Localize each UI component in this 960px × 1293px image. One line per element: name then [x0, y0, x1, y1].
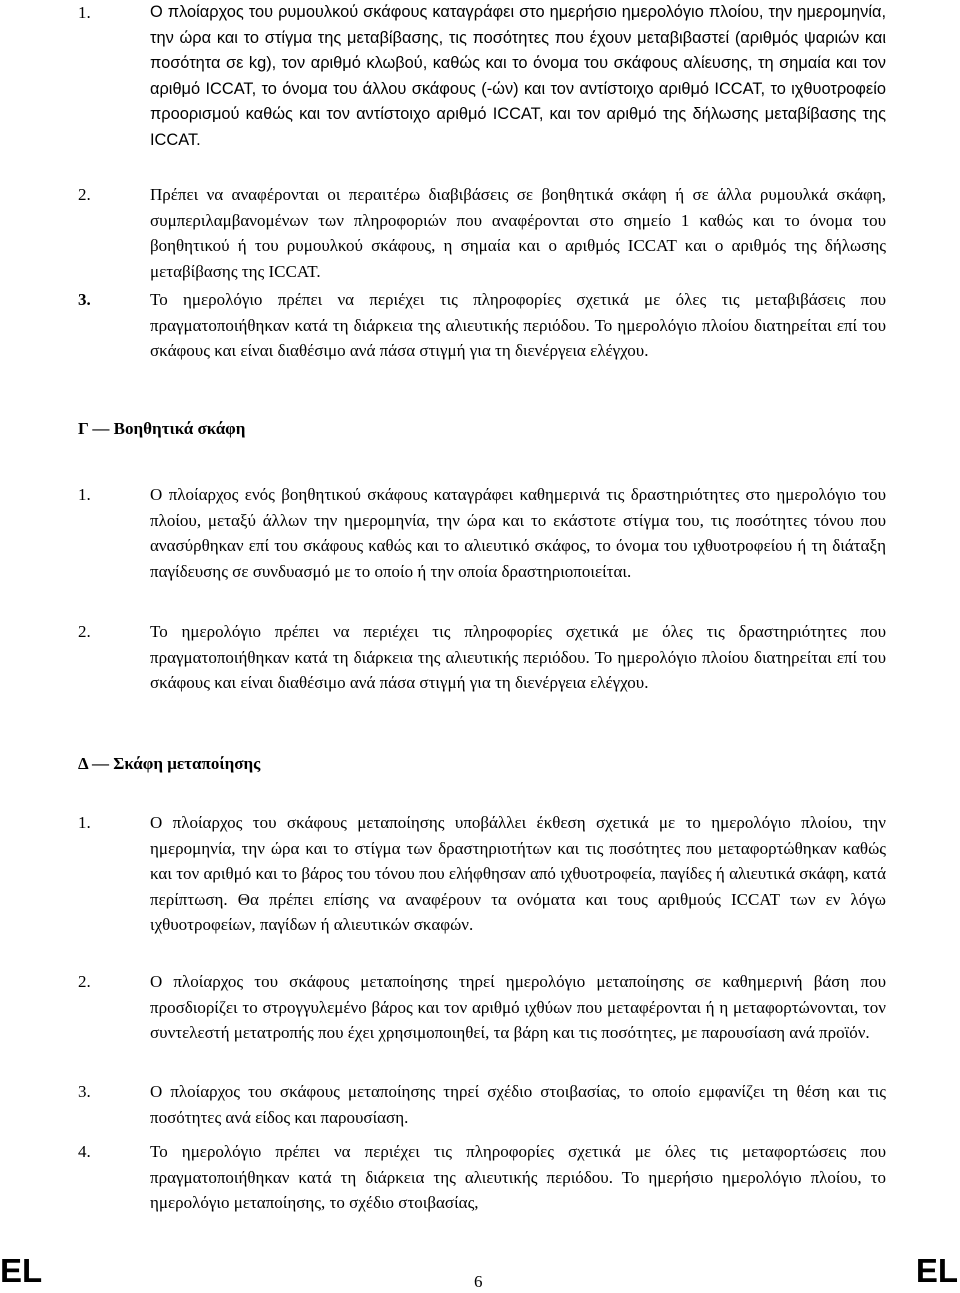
item-number: 4.: [78, 1142, 91, 1161]
item-number: 1.: [78, 3, 91, 22]
item-text: Ο πλοίαρχος του σκάφους μεταποίησης υποβάλλει έκθεση σχετικά με το ημερολόγιο πλοίου, την ημερομηνία, την ώρα και το στίγμα των δραστηριοτήτων και τις ποσότητες που μεταφορτώθηκαν καθώς και τον αριθμό και το βάρος του τόνου που ελήφθησαν από ιχθυοτροφεία, παγίδες ή αλιευτικά σκάφη, κατά περίπτωση. Θα πρέπει επίσης να αναφέρουν τα ονόματα και τους αριθμούς ICCAT των εν λόγω ιχθυοτροφείων, παγίδων ή αλιευτικών σκαφών.: [150, 813, 886, 934]
item-text: Ο πλοίαρχος του ρυμουλκού σκάφους καταγράφει στο ημερήσιο ημερολόγιο πλοίου, την ημερομηνία, την ώρα και το στίγμα της μεταβίβασης, τις ποσότητες που έχουν μεταβιβαστεί (αριθμός ψαριών και ποσότητα σε kg), τον αριθμό κλωβού, καθώς και το όνομα του σκάφους αλίευσης, τη σημαία και τον αριθμό ICCAT, το όνομα του άλλου σκάφους (-ών) και τον αντίστοιχο αριθμό ICCAT, το ιχθυοτροφείο προορισμού καθώς και τον αντίστοιχο αριθμό ICCAT, και τον αριθμό της δήλωσης μεταβίβασης της ICCAT.: [150, 3, 886, 149]
item-number: 2.: [78, 185, 91, 204]
item-number: 3.: [78, 290, 91, 309]
section-heading-delta: Δ — Σκάφη μεταποίησης: [78, 754, 261, 773]
item-text: Ο πλοίαρχος του σκάφους μεταποίησης τηρεί σχέδιο στοιβασίας, το οποίο εμφανίζει τη θέση και τις ποσότητες ανά είδος και παρουσίαση.: [150, 1082, 886, 1127]
item-text: Πρέπει να αναφέρονται οι περαιτέρω διαβιβάσεις σε βοηθητικά σκάφη ή σε άλλα ρυμουλκά σκάφη, συμπεριλαμβανομένων των πληροφοριών που αναφέρονται στο σημείο 1 καθώς και το όνομα του βοηθητικού ή του ρυμουλκού σκάφους, η σημαία και ο αριθμός ICCAT και ο αριθμός της δήλωσης μεταβίβασης της ICCAT.: [150, 185, 886, 281]
item-number: 3.: [78, 1082, 91, 1101]
item-number: 1.: [78, 485, 91, 504]
item-text: Ο πλοίαρχος ενός βοηθητικού σκάφους καταγράφει καθημερινά τις δραστηριότητες στο ημερολόγιο του πλοίου, μεταξύ άλλων την ημερομηνία, την ώρα και το εκάστοτε στίγμα του, τις ποσότητες τόνου που ανασύρθηκαν επί του σκάφους καθώς και το αλιευτικό σκάφος, το όνομα του ιχθυοτροφείου ή τη διάταξη παγίδευσης σε συνδυασμό με το οποίο ή την οποία δραστηριοποιείται.: [150, 485, 886, 581]
item-text: Το ημερολόγιο πρέπει να περιέχει τις πληροφορίες σχετικά με όλες τις μεταβιβάσεις που πραγματοποιήθηκαν κατά τη διάρκεια της αλιευτικής περιόδου. Το ημερολόγιο πλοίου διατηρείται επί του σκάφους και είναι διαθέσιμο ανά πάσα στιγμή για τη διενέργεια ελέγχου.: [150, 290, 886, 360]
item-number: 2.: [78, 972, 91, 991]
item-text: Το ημερολόγιο πρέπει να περιέχει τις πληροφορίες σχετικά με όλες τις μεταφορτώσεις που πραγματοποιήθηκαν κατά τη διάρκεια της αλιευτικής περιόδου. Το ημερήσιο ημερολόγιο πλοίου, το ημερολόγιο μεταποίησης, το σχέδιο στοιβασίας,: [150, 1142, 886, 1212]
footer-language-code-right: EL: [915, 1252, 958, 1289]
footer-language-code-left: EL: [0, 1252, 43, 1289]
page-number: 6: [474, 1272, 483, 1291]
item-text: Ο πλοίαρχος του σκάφους μεταποίησης τηρεί ημερολόγιο μεταποίησης σε καθημερινή βάση που προσδιορίζει το στρογγυλεμένο βάρος και τον αριθμό ιχθύων που μεταφέρονται ή η μεταφορτώνονται, τον συντελεστή μετατροπής που έχει χρησιμοποιηθεί, τα βάρη και τις ποσότητες, με παρουσίαση ανά προϊόν.: [150, 972, 886, 1042]
item-number: 1.: [78, 813, 91, 832]
section-heading-gamma: Γ — Βοηθητικά σκάφη: [78, 419, 246, 438]
item-text: Το ημερολόγιο πρέπει να περιέχει τις πληροφορίες σχετικά με όλες τις δραστηριότητες που πραγματοποιήθηκαν κατά τη διάρκεια της αλιευτικής περιόδου. Το ημερολόγιο πλοίου διατηρείται επί του σκάφους και είναι διαθέσιμο ανά πάσα στιγμή για τη διενέργεια ελέγχου.: [150, 622, 886, 692]
item-number: 2.: [78, 622, 91, 641]
